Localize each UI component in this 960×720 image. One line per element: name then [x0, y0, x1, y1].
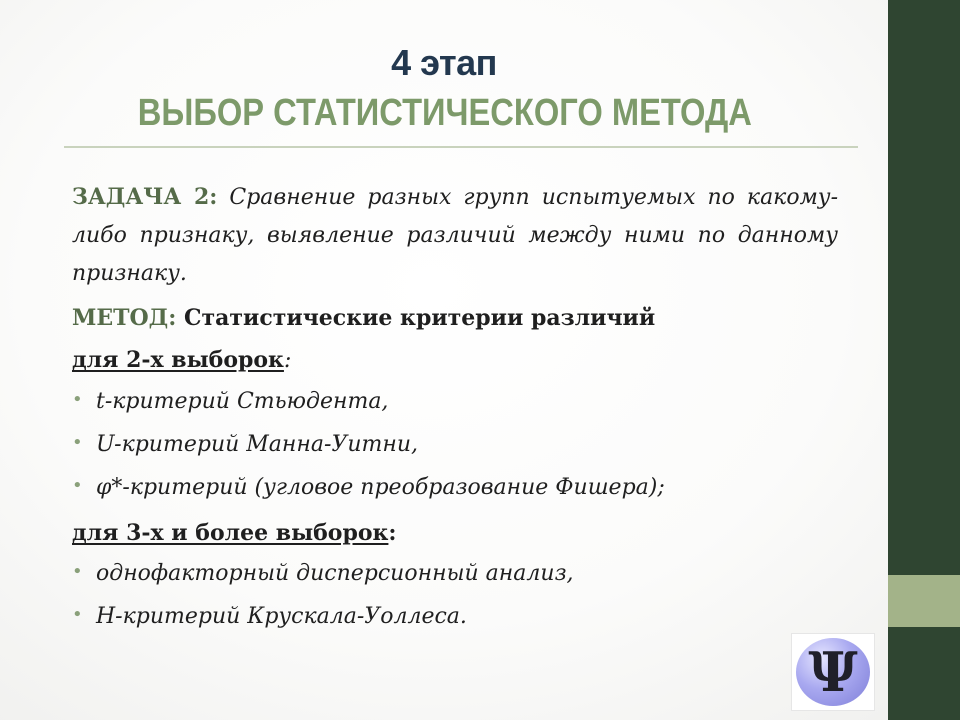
group3-heading: для 3-х и более выборок [72, 520, 389, 546]
bullet-icon: • [72, 389, 83, 410]
group2-heading-line [72, 343, 838, 378]
list-item [72, 430, 838, 460]
psi-icon: Ψ [808, 640, 858, 704]
task-paragraph [72, 178, 838, 293]
list-item-text: U-критерий Манна-Уитни, [96, 432, 419, 457]
group2-list [72, 387, 838, 503]
sidebar-light-band [888, 575, 960, 627]
list-item-text: φ*-критерий (угловое преобразование Фишера); [96, 475, 665, 500]
list-item [72, 602, 838, 632]
method-line [72, 301, 838, 335]
method-label: МЕТОД: [72, 305, 177, 331]
list-item-text: однофакторный дисперсионный анализ, [96, 561, 574, 586]
group2-heading-colon: : [283, 348, 292, 373]
group2-heading: для 2-х выборок [72, 347, 284, 373]
group3-heading-colon: : [388, 520, 397, 546]
bullet-icon: • [72, 561, 83, 582]
group3-heading-line [72, 516, 838, 550]
sidebar-dark-band [888, 0, 960, 575]
bullet-icon: • [72, 432, 83, 453]
psi-logo [791, 633, 875, 711]
bullet-icon: • [72, 475, 83, 496]
list-item [72, 559, 838, 589]
list-item-text: Н-критерий Крускала-Уоллеса. [96, 604, 467, 629]
slide-title: 4 этап [391, 42, 497, 83]
task-label: ЗАДАЧА 2: [72, 184, 218, 210]
slide-body [72, 178, 838, 645]
bullet-icon: • [72, 604, 83, 625]
task-text: Сравнение разных групп испытуемых по какому-либо признаку, выявление различий между ними по данному признаку. [72, 185, 839, 286]
list-item-text: t-критерий Стьюдента, [96, 389, 389, 414]
title-divider [64, 146, 858, 148]
slide-subtitle: ВЫБОР СТАТИСТИЧЕСКОГО МЕТОДА [137, 92, 752, 134]
list-item [72, 473, 838, 503]
method-text: Статистические критерии различий [176, 305, 656, 331]
sidebar-dark-band-bottom [888, 627, 960, 720]
group3-list [72, 559, 838, 632]
list-item [72, 387, 838, 417]
